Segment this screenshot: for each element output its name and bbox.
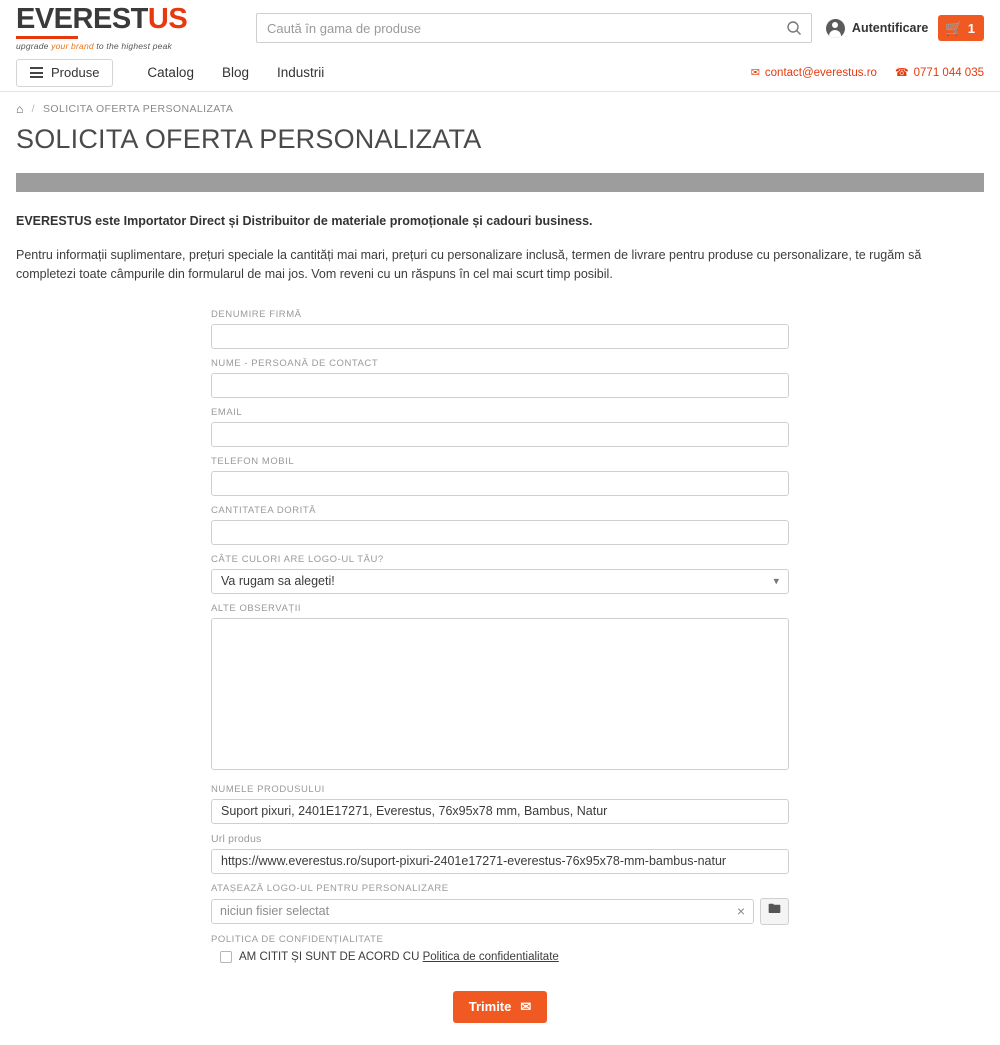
page-title: SOLICITA OFERTA PERSONALIZATA	[16, 124, 482, 154]
logo-tagline-3: to the highest peak	[96, 41, 172, 51]
search-icon[interactable]	[777, 14, 811, 42]
login-label: Autentificare	[851, 21, 929, 35]
logo-text: EVERESTUS	[16, 3, 188, 35]
logo-colors-select-wrap	[211, 569, 789, 594]
chevron-down-icon: ▾	[773, 575, 779, 588]
product-url-field[interactable]	[211, 849, 789, 874]
header-actions	[826, 15, 984, 41]
hamburger-icon	[30, 67, 43, 78]
breadcrumb	[0, 92, 1000, 116]
intro-headline: EVERESTUS este Importator Direct și Distribuitor de materiale promoționale și cadouri business.	[16, 214, 593, 228]
submit-label: Trimite	[468, 999, 512, 1015]
email-field[interactable]	[211, 422, 789, 447]
contact-phone-link[interactable]: 0771 044 035	[913, 66, 984, 79]
contact-email-link[interactable]: contact@everestus.ro	[764, 66, 877, 79]
logo-tagline-2: your brand	[51, 41, 97, 51]
contact-person-field[interactable]	[211, 373, 789, 398]
cart-button[interactable]	[938, 15, 984, 41]
label-logo-colors: CÂTE CULORI ARE LOGO-UL TĂU?	[211, 553, 384, 565]
breadcrumb-separator: /	[31, 103, 35, 115]
phone-field[interactable]	[211, 471, 789, 496]
home-icon[interactable]: ⌂	[16, 102, 24, 116]
login-button[interactable]	[826, 19, 928, 38]
label-privacy: POLITICA DE CONFIDENȚIALITATE	[211, 933, 384, 945]
observations-field[interactable]	[211, 618, 789, 770]
search-input[interactable]	[257, 14, 777, 42]
privacy-checkbox[interactable]	[220, 951, 232, 963]
logo-file-input[interactable]	[211, 899, 754, 924]
privacy-row	[220, 951, 789, 963]
site-logo[interactable]	[16, 5, 216, 51]
divider-bar	[16, 173, 984, 192]
phone-icon: ☎	[894, 67, 909, 79]
field-privacy	[211, 934, 789, 963]
logo-colors-select[interactable]	[211, 569, 789, 594]
logo-upload-row	[211, 898, 789, 925]
envelope-icon: ✉	[520, 998, 532, 1014]
site-header	[0, 0, 1000, 54]
field-email	[211, 407, 789, 447]
cart-icon: 🛒	[945, 20, 963, 36]
products-menu-label: Produse	[51, 65, 100, 80]
main-nav	[0, 54, 1000, 92]
privacy-text-label: AM CITIT ȘI SUNT DE ACORD CU	[239, 950, 423, 963]
cart-count: 1	[967, 20, 975, 36]
field-company-name	[211, 309, 789, 349]
logo-file-text: niciun fisier selectat	[220, 904, 330, 919]
nav-contact	[751, 66, 984, 79]
logo-underline	[16, 36, 78, 39]
label-logo-upload: ATAȘEAZĂ LOGO-UL PENTRU PERSONALIZARE	[211, 882, 449, 894]
field-product-name	[211, 784, 789, 824]
label-company-name: DENUMIRE FIRMĂ	[211, 308, 302, 320]
label-observations: ALTE OBSERVAȚII	[211, 602, 302, 614]
logo-tagline	[16, 41, 216, 51]
mail-icon: ✉	[750, 67, 760, 79]
close-icon[interactable]: ×	[736, 903, 745, 920]
field-observations	[211, 603, 789, 775]
label-phone: TELEFON MOBIL	[211, 455, 295, 467]
user-icon	[826, 19, 845, 38]
nav-item-catalog[interactable]: Catalog	[147, 65, 194, 80]
nav-item-industrii[interactable]: Industrii	[277, 65, 325, 80]
field-contact-person	[211, 358, 789, 398]
submit-area	[211, 991, 789, 1045]
contact-email[interactable]	[751, 66, 877, 79]
intro-paragraph: Pentru informații suplimentare, prețuri speciale la cantități mai mari, prețuri cu personalizare inclusă, termen de livrare pentru produse cu personalizare, te rugăm să completezi toate câmpurile din formularul de mai jos. Vom reveni cu un răspuns în cel mai scurt timp posibil.	[16, 248, 922, 282]
field-logo-upload	[211, 883, 789, 925]
label-quantity: CANTITATEA DORITĂ	[211, 504, 317, 516]
field-logo-colors	[211, 554, 789, 594]
field-quantity	[211, 505, 789, 545]
intro-section	[0, 192, 1000, 285]
privacy-policy-link[interactable]: Politica de confidentialitate	[422, 950, 559, 963]
privacy-text	[239, 951, 559, 963]
label-email: EMAIL	[211, 406, 243, 418]
label-contact-person: NUME - PERSOANĂ DE CONTACT	[211, 357, 379, 369]
label-product-url: Url produs	[211, 832, 262, 845]
logo-tagline-1: upgrade	[16, 41, 52, 51]
label-product-name: NUMELE PRODUSULUI	[211, 783, 325, 795]
nav-item-blog[interactable]: Blog	[221, 65, 249, 80]
company-name-field[interactable]	[211, 324, 789, 349]
logo-text-highlight: US	[147, 3, 188, 35]
search-area	[256, 13, 812, 43]
contact-phone[interactable]	[895, 66, 984, 79]
folder-icon[interactable]: 🖿	[760, 898, 789, 925]
quantity-field[interactable]	[211, 520, 789, 545]
submit-button[interactable]	[453, 991, 548, 1023]
breadcrumb-current: SOLICITA OFERTA PERSONALIZATA	[42, 103, 234, 115]
products-menu-button[interactable]	[16, 59, 113, 87]
product-name-field[interactable]	[211, 799, 789, 824]
search-box[interactable]	[256, 13, 812, 43]
quote-request-form	[211, 309, 789, 1045]
field-product-url	[211, 833, 789, 874]
nav-links	[147, 65, 324, 80]
field-phone	[211, 456, 789, 496]
logo-colors-selected-value: Va rugam sa alegeti!	[221, 574, 335, 589]
